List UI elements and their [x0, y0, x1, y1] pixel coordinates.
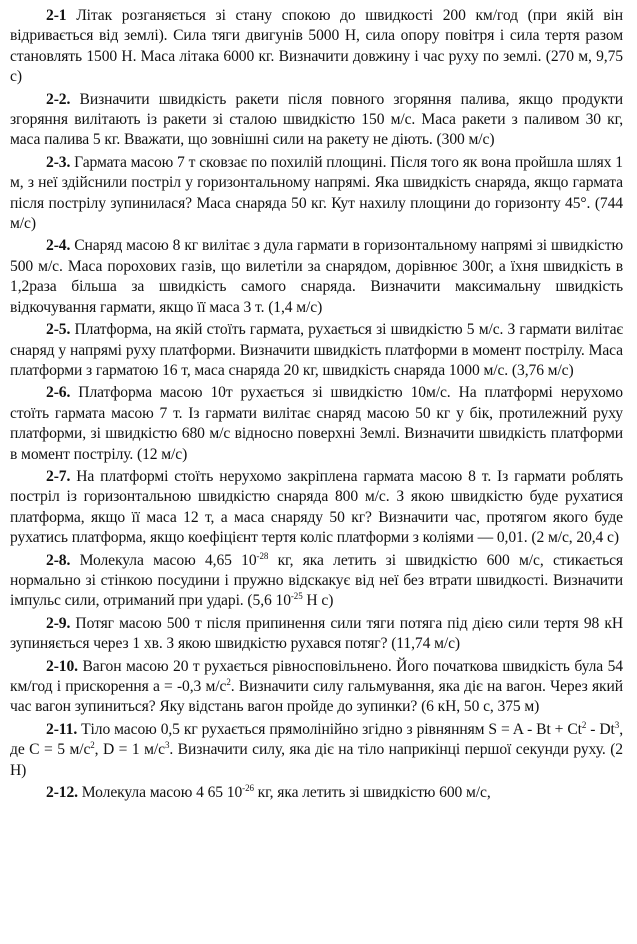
problem-answer: (3,76 м/с): [511, 361, 574, 379]
problem-2-6: [10, 383, 623, 465]
problem-text: На платформі стоїть нерухомо закріплена гармата масою 8 т. Із гармати роблять постріл із горизонтальною швидкістю снаряда 800 м/с. З якою швидкістю буде рухатися платформа, якщо її маса 12 т, а маса снаряду 50 кг? Визначити час, протягом якого буде рухатись платформа, якщо коефіцієнт тертя коліс платформи з коліями — 0,01.: [10, 467, 623, 547]
problem-number: 2-3.: [46, 153, 71, 171]
exponent: 2: [90, 740, 95, 751]
problem-text: Тіло масою 0,5 кг рухається прямолінійно згідно з рівнянням S = A - Bt + Ct: [81, 720, 582, 738]
problem-2-3: [10, 153, 623, 235]
problem-text: Вагон масою 20 т рухається рівносповільнено. Його початкова швидкість була 54 км/год і прискорення a = -0,3 м/с: [10, 657, 623, 695]
problem-answer: (2 Н): [10, 741, 623, 779]
problem-text-continued: - Dt: [586, 720, 615, 738]
problem-number: 2-1: [46, 7, 67, 24]
problem-2-5: [10, 320, 623, 381]
problem-number: 2-8.: [46, 551, 71, 569]
exponent: -25: [290, 591, 303, 602]
problem-2-12: [10, 783, 623, 803]
exponent: 2: [581, 719, 587, 730]
problem-text: Гармата масою 7 т сковзає по похилій площині. Після того як вона пройшла шлях 1 м, з неї здійснили постріл у горизонтальному напрямі. Яка швидкість снаряда, якщо гармата після пострілу зупинилася? Маса снаряда 50 кг. Кут нахилу площини до горизонту 45°.: [10, 153, 623, 212]
problem-text-continued: . Визначити силу, яка діє на тіло наприкінці першої секунди руху.: [169, 741, 606, 759]
exponent: -26: [242, 783, 254, 794]
problem-answer: (11,74 м/с): [391, 635, 461, 653]
problem-text: Визначити швидкість ракети після повного згоряння палива, якщо продукти згоряння вилітають із ракети зі сталою швидкістю 150 м/с. Маса ракети з паливом 30 кг, маса палива 5 кг. Вважати, що зовнішні сили на ракету не діють.: [10, 90, 623, 149]
problem-text: Платформа масою 10т рухається зі швидкістю 10м/с. На платформі нерухомо стоїть гармата масою 7 т. Із гармати вилітає снаряд масою 50 кг у бік, протилежний руху платформи, зі швидкістю 680 м/с відносно поверхні Землі. Визначити швидкість платформи в момент пострілу.: [10, 384, 623, 463]
exponent: 3: [164, 740, 170, 751]
problem-number: 2-12.: [46, 784, 78, 802]
problem-2-2: [10, 90, 623, 151]
problem-number: 2-7.: [46, 467, 71, 485]
problem-text-continued: , D = 1 м/с: [94, 741, 165, 759]
problem-answer: (6 кН, 50 с, 375 м): [421, 698, 540, 716]
problem-text-continued: . Визначити силу гальмування, яка діє на вагон. Через який час вагон зупиниться? Яку відстань вагон пройде до зупинки?: [10, 678, 623, 716]
problem-text-continued: кг, яка летить зі швидкістю 600 м/с,: [253, 784, 491, 802]
problem-2-7: [10, 467, 623, 549]
problem-2-1: [10, 6, 623, 88]
exponent: 2: [226, 677, 231, 687]
problem-number: 2-5.: [46, 321, 71, 339]
problem-text: Літак розганяється зі стану спокою до швидкості 200 км/год (при якій він відривається від землі). Сила тяги двигунів 5000 Н, сила опору повітря і сила тертя разом становлять 1500 Н. Маса літака 6000 кг. Визначити довжину і час руху по землі.: [10, 7, 623, 65]
problem-text: Платформа, на якій стоїть гармата, рухається зі швидкістю 5 м/с. З гармати вилітає снаряд у напрямі руху платформи. Визначити швидкість платформи в момент пострілу. Маса платформи з гарматою 16 т, маса снаряда 20 кг, швидкість снаряда 1000 м/с.: [10, 321, 623, 379]
problem-number: 2-4.: [46, 237, 71, 255]
problem-text-continued: кг, яка летить зі швидкістю 600 м/с, стикається нормально зі стінкою посудини і пружно відскакує від неї без втрати швидкості. Визначити імпульс сили, отриманий при ударі.: [10, 551, 623, 610]
problem-text: Потяг масою 500 т після припинення сили тяги потяга під дією сили тертя 98 кН зупиняється через 1 хв. З якою швидкістю рухався потяг?: [10, 614, 623, 653]
answer-value: (5,6 10: [247, 592, 291, 610]
problem-answer: (1,4 м/с): [268, 298, 323, 316]
problem-answer: [247, 592, 333, 609]
problem-text: Молекула масою 4,65 10: [79, 551, 257, 569]
problem-number: 2-6.: [46, 384, 71, 402]
problem-number: 2-11.: [46, 720, 78, 738]
problem-text-continued: , де C = 5 м/с: [10, 720, 623, 759]
problem-number: 2-2.: [46, 90, 71, 108]
problem-text: Снаряд масою 8 кг вилітає з дула гармати в горизонтальному напрямі зі швидкістю 500 м/с. Маса порохових газів, що вилетіли за снарядом, дорівнює 300г, а їхня швидкість в 1,2раза більша за швидкість самого снаряда. Визначити максимальну швидкість відкочування гармати, якщо її маса 3 т.: [10, 237, 623, 316]
problem-answer: (12 м/с): [137, 445, 188, 463]
problem-number: 2-9.: [46, 614, 71, 632]
problem-answer: (2 м/с, 20,4 с): [531, 529, 619, 547]
problem-2-4: [10, 236, 623, 318]
answer-unit: Н с): [302, 592, 334, 610]
problem-2-9: [10, 614, 623, 655]
problem-number: 2-10.: [46, 657, 78, 675]
problem-text: Молекула масою 4 65 10: [81, 784, 243, 802]
problem-2-11: [10, 720, 623, 781]
problem-2-8: [10, 551, 623, 612]
problem-2-10: [10, 657, 623, 718]
exponent: -28: [256, 550, 269, 561]
problem-answer: (300 м/с): [436, 131, 495, 149]
problem-answer: (270 м, 9,75 с): [10, 47, 623, 86]
problem-answer: (744 м/с): [10, 194, 623, 233]
exponent: 3: [614, 719, 620, 730]
